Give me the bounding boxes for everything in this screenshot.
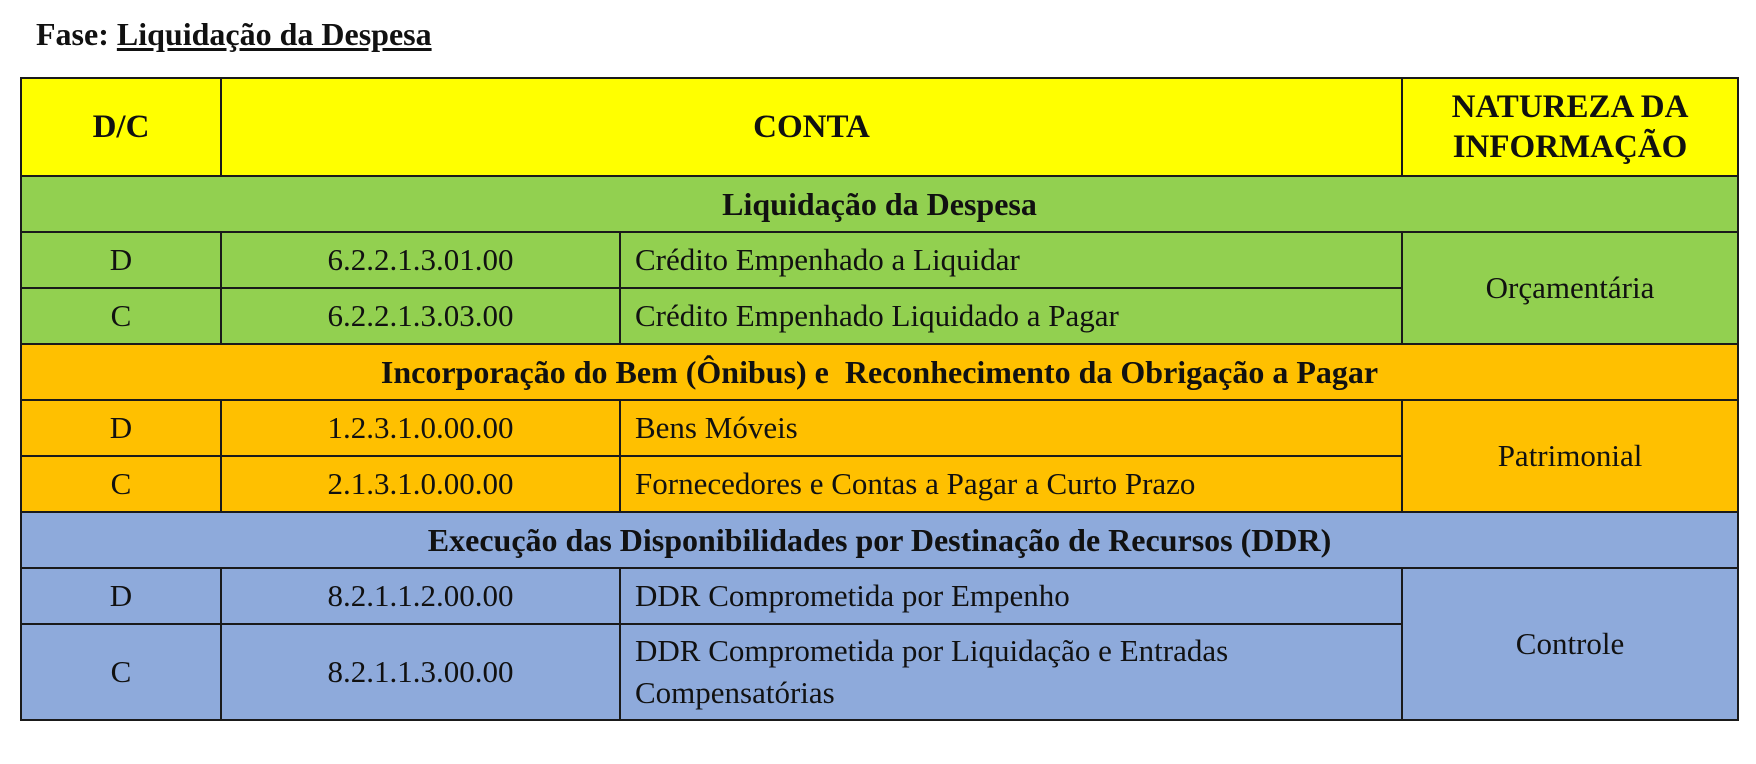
table-header-row [21,78,1738,176]
section-title: Incorporação do Bem (Ônibus) e Reconhecimento da Obrigação a Pagar [21,344,1738,400]
header-dc: D/C [21,78,221,176]
dc-cell: C [21,456,221,512]
dc-cell: D [21,400,221,456]
phase-label: Fase: [36,16,109,52]
account-description-cell: Crédito Empenhado a Liquidar [620,232,1402,288]
section-title: Liquidação da Despesa [21,176,1738,232]
header-natureza-line1: NATUREZA DA [1451,89,1689,125]
account-code-cell: 6.2.2.1.3.03.00 [221,288,620,344]
account-code-cell: 6.2.2.1.3.01.00 [221,232,620,288]
dc-cell: C [21,288,221,344]
natureza-cell: Controle [1402,568,1738,720]
header-natureza [1402,78,1738,176]
section-title: Execução das Disponibilidades por Destinação de Recursos (DDR) [21,512,1738,568]
section-row-ddr [21,512,1738,568]
account-description-cell: Bens Móveis [620,400,1402,456]
header-conta: CONTA [221,78,1402,176]
account-code-cell: 1.2.3.1.0.00.00 [221,400,620,456]
phase-name: Liquidação da Despesa [116,16,432,52]
natureza-cell: Patrimonial [1402,400,1738,512]
account-description-cell: Crédito Empenhado Liquidado a Pagar [620,288,1402,344]
dc-cell: D [21,232,221,288]
table-row [21,568,1738,624]
account-code-cell: 8.2.1.1.2.00.00 [221,568,620,624]
table-row [21,232,1738,288]
account-description-cell: Fornecedores e Contas a Pagar a Curto Prazo [620,456,1402,512]
section-row-incorporacao [21,344,1738,400]
accounting-entries-table [20,77,1739,721]
dc-cell: D [21,568,221,624]
section-row-liquidacao [21,176,1738,232]
table-row [21,400,1738,456]
header-natureza-line2: INFORMAÇÃO [1452,129,1688,165]
natureza-cell: Orçamentária [1402,232,1738,344]
phase-title [36,12,432,56]
dc-cell: C [21,624,221,720]
account-description-cell: DDR Comprometida por Liquidação e Entradas Compensatórias [620,624,1402,720]
account-code-cell: 8.2.1.1.3.00.00 [221,624,620,720]
account-code-cell: 2.1.3.1.0.00.00 [221,456,620,512]
account-description-cell: DDR Comprometida por Empenho [620,568,1402,624]
